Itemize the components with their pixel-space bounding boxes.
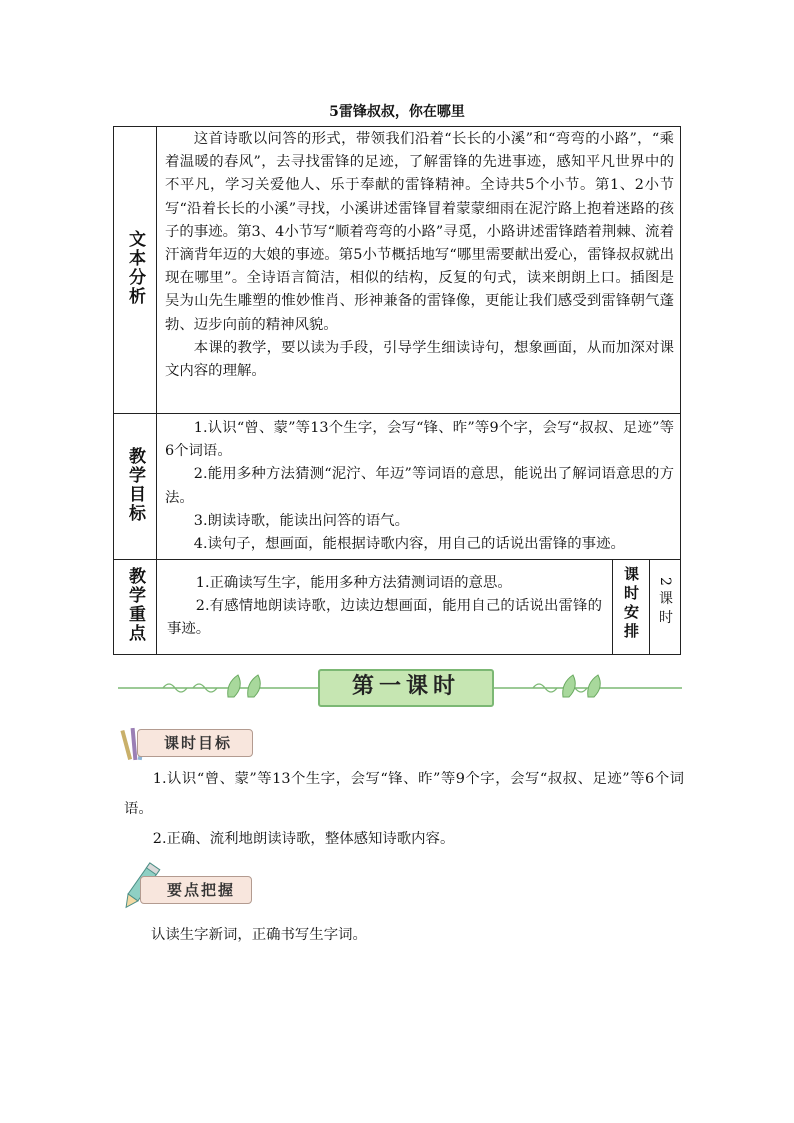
analysis-paragraph: 本课的教学，要以读为手段，引导学生细读诗句，想象画面，从而加深对课文内容的理解。: [165, 339, 674, 380]
goal-item: 2.能用多种方法猜测“泥泞、年迈”等词语的意思，能说出了解词语意思的方法。: [165, 466, 674, 506]
goal-item: 3.朗读诗歌，能读出问答的语气。: [193, 512, 409, 529]
goals-header-cell: [114, 414, 157, 560]
focus-cell: [157, 560, 613, 655]
goals-row: [114, 414, 681, 560]
analysis-paragraph: 这首诗歌以问答的形式，带领我们沿着“长长的小溪”和“弯弯的小路”，“乘着温暖的春风”，去寻找雷锋的足迹，了解雷锋的先进事迹，感知平凡世界中的不平凡，学习关爱他人、乐于奉献的雷锋精神。全诗共5个小节。第1、2小节写“沿着长长的小溪”寻找，小溪讲述雷锋冒着蒙蒙细雨在泥泞路上抱着迷路的孩子的事迹。第3、4小节写“顺着弯弯的小路”寻觅，小路讲述雷锋踏着荆棘、流着汗滴背年迈的大娘的事迹。第5小节概括地写“哪里需要献出爱心，雷锋叔叔就出现在哪里”。全诗语言简洁，相似的结构，反复的句式，读来朗朗上口。插图是吴为山先生雕塑的惟妙惟肖、形神兼备的雷锋像，更能让我们感受到雷锋朝气蓬勃、迈步向前的精神风貌。: [165, 131, 674, 333]
key-points-tag: 要点把握: [140, 876, 252, 904]
class-goals-content: [124, 764, 684, 854]
analysis-label: 文本分析: [125, 230, 145, 306]
goal-item: 4.读句子，想画面，能根据诗歌内容，用自己的话说出雷锋的事迹。: [193, 536, 625, 553]
lesson-plan-table: [113, 126, 681, 655]
analysis-cell: [157, 127, 681, 414]
key-points-text: 认读生字新词，正确书写生字词。: [151, 927, 367, 943]
analysis-row: [114, 127, 681, 414]
goals-label: 教学目标: [125, 446, 145, 523]
schedule-label-cell: [612, 560, 649, 655]
schedule-label: 课时安排: [621, 565, 640, 642]
focus-label: 教学重点: [125, 567, 145, 643]
lesson-banner: 第一课时: [318, 669, 494, 707]
analysis-header-cell: [114, 127, 157, 414]
focus-item: 2.有感情地朗读诗歌，边读边想画面，能用自己的话说出雷锋的事迹。: [167, 597, 602, 638]
schedule-value-cell: [649, 560, 680, 655]
class-goals-tag: 课时目标: [137, 729, 253, 757]
goals-cell: [157, 414, 681, 560]
class-goal-item: 2.正确、流利地朗读诗歌，整体感知诗歌内容。: [152, 831, 455, 847]
goal-item: 1.认识“曾、蒙”等13个生字，会写“锋、昨”等9个字，会写“叔叔、足迹”等6个词语。: [165, 420, 674, 460]
class-goal-item: 1.认识“曾、蒙”等13个生字，会写“锋、昨”等9个字，会写“叔叔、足迹”等6个词语。: [124, 771, 684, 817]
page-title: 5雷锋叔叔，你在哪里: [329, 104, 465, 120]
schedule-value: 2课时: [656, 577, 673, 629]
focus-header-cell: [114, 560, 157, 655]
focus-row: [114, 560, 681, 655]
focus-item: 1.正确读写生字，能用多种方法猜测词语的意思。: [195, 574, 512, 591]
